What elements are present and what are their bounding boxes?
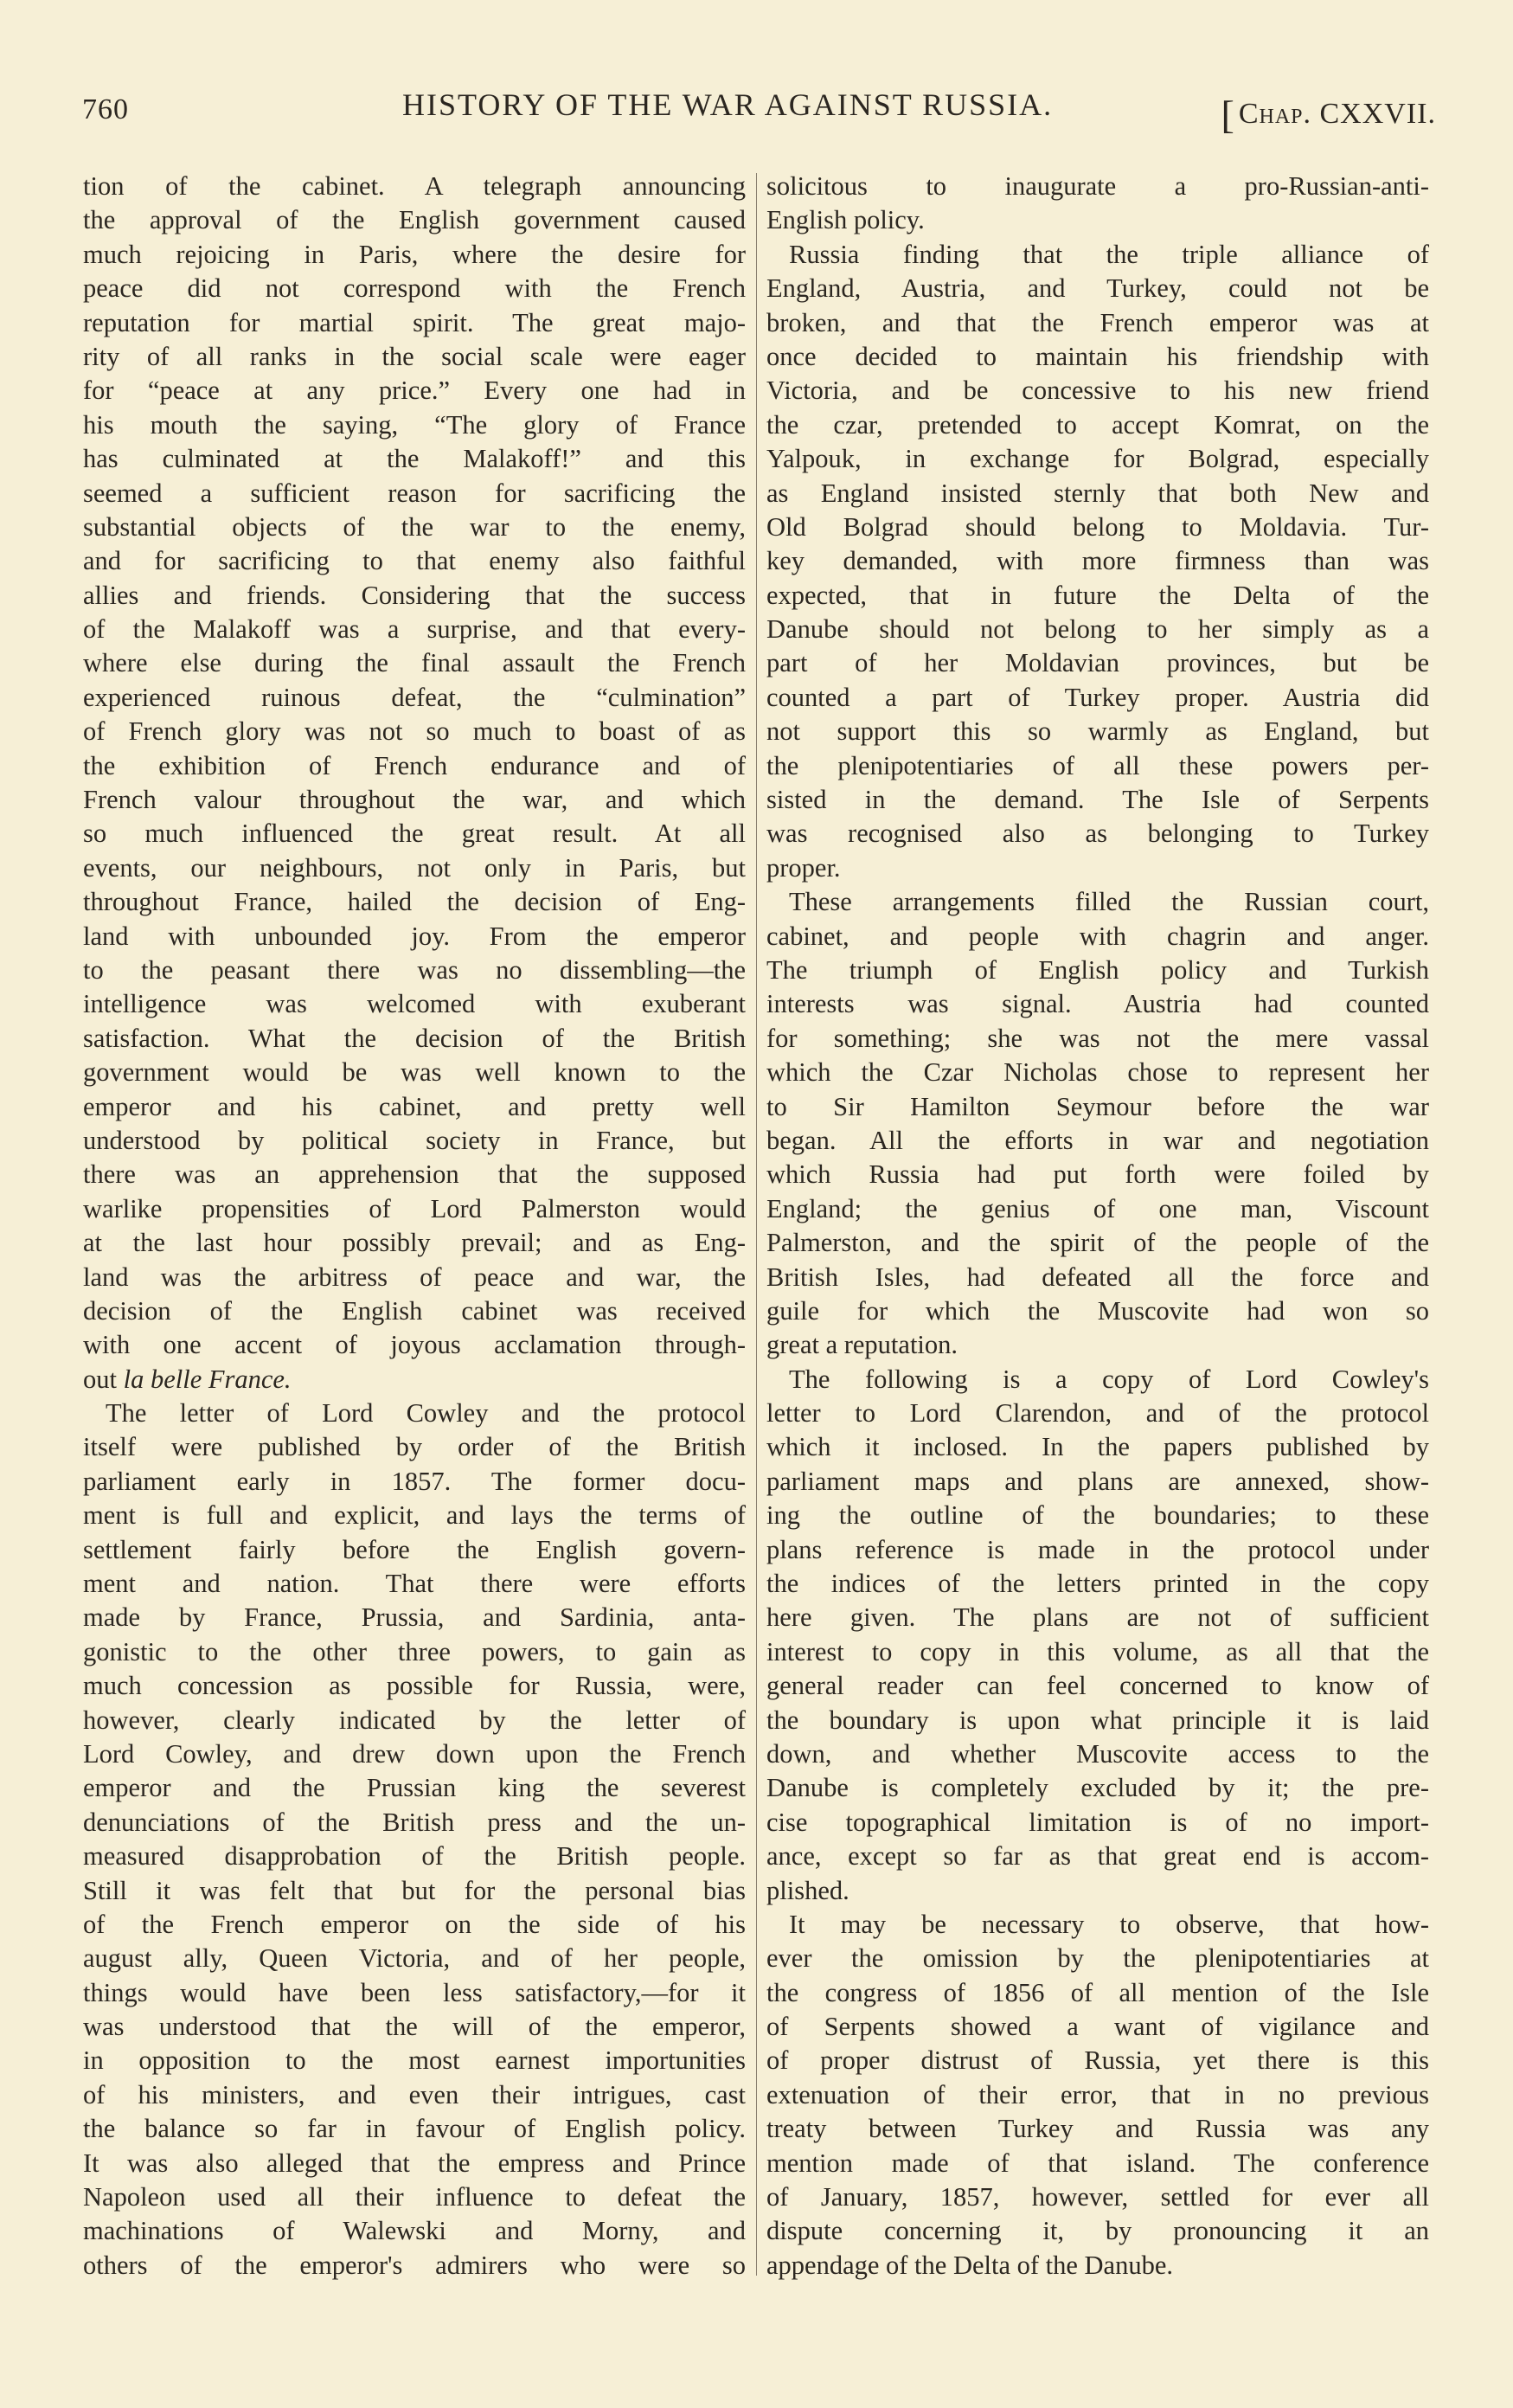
text-line: the balance so far in favour of English policy. [83,2114,746,2144]
text-line: the czar, pretended to accept Komrat, on the [766,409,1429,440]
text-line: which it inclosed. In the papers published by [766,1432,1429,1462]
text-line: out la belle France. [83,1364,292,1394]
text-line: Palmerston, and the spirit of the people of the [766,1228,1429,1258]
text-line: Russia finding that the triple alliance of [789,239,1429,269]
text-line: the indices of the letters printed in the copy [766,1569,1429,1599]
text-line: parliament early in 1857. The former docu- [83,1466,746,1496]
text-line: not support this so warmly as England, but [766,716,1429,747]
paragraph [766,238,1429,885]
text-line: treaty between Turkey and Russia was any [766,2114,1429,2144]
text-line: ment and nation. That there were efforts [83,1569,746,1599]
left-column [83,170,746,2283]
text-line: the plenipotentiaries of all these powers per- [766,750,1429,780]
text-line: interests was signal. Austria had counted [766,989,1429,1019]
text-line: Danube should not belong to her simply as a [766,614,1429,645]
text-line: denunciations of the British press and the un- [83,1807,746,1837]
text-line: England; the genius of one man, Viscount [766,1193,1429,1223]
text-line: of proper distrust of Russia, yet there is this [766,2045,1429,2076]
text-line: expected, that in future the Delta of the [766,580,1429,610]
text-line: Napoleon used all their influence to defeat the [83,2182,746,2212]
text-line: events, our neighbours, not only in Paris, but [83,852,746,883]
text-line: parliament maps and plans are annexed, show- [766,1466,1429,1496]
text-line: of Serpents showed a want of vigilance and [766,2012,1429,2042]
text-line: to Sir Hamilton Seymour before the war [766,1091,1429,1121]
text-line: key demanded, with more firmness than was [766,546,1429,576]
chapter-bracket: [ [1221,93,1235,137]
text-line: seemed a sufficient reason for sacrificing the [83,478,746,508]
text-line: intelligence was welcomed with exuberant [83,989,746,1019]
text-line: and for sacrificing to that enemy also faithful [83,546,746,576]
text-line: proper. [766,852,841,883]
italic-phrase: la belle France. [123,1364,292,1394]
text-line: French valour throughout the war, and which [83,785,746,815]
text-line: the boundary is upon what principle it is laid [766,1705,1429,1735]
text-line: others of the emperor's admirers who were so [83,2250,746,2280]
text-line: tion of the cabinet. A telegraph announcing [83,171,746,201]
text-line: guile for which the Muscovite had won so [766,1295,1429,1326]
text-line: emperor and the Prussian king the severest [83,1773,746,1803]
text-line: machinations of Walewski and Morny, and [83,2216,746,2246]
running-title: HISTORY OF THE WAR AGAINST RUSSIA. [402,87,1054,122]
text-line: mention made of that island. The conference [766,2148,1429,2178]
text-line: was understood that the will of the emperor, [83,2012,746,2042]
page-number: 760 [82,93,129,125]
text-line: ever the omission by the plenipotentiaries at [766,1943,1429,1974]
text-line: for “peace at any price.” Every one had in [83,376,746,406]
paragraph [766,885,1429,1362]
text-line: august ally, Queen Victoria, and of her people, [83,1943,746,1974]
paragraph [766,170,1429,238]
text-line: reputation for martial spirit. The great majo- [83,307,746,337]
text-line: ing the outline of the boundaries; to these [766,1500,1429,1531]
text-line: Old Bolgrad should belong to Moldavia. Tur- [766,511,1429,542]
running-header [82,87,1436,137]
text-line: which Russia had put forth were foiled by [766,1159,1429,1190]
text-line: Still it was felt that but for the personal bias [83,1875,746,1905]
text-line: experienced ruinous defeat, the “culmination” [83,682,746,712]
text-line: general reader can feel concerned to know of [766,1671,1429,1701]
text-line: Yalpouk, in exchange for Bolgrad, especially [766,444,1429,474]
text-line: The letter of Lord Cowley and the protocol [106,1398,746,1429]
text-line: as England insisted sternly that both New and [766,478,1429,508]
text-line: extenuation of their error, that in no previous [766,2079,1429,2109]
text-line: counted a part of Turkey proper. Austria did [766,682,1429,712]
text-line: has culminated at the Malakoff!” and this [83,444,746,474]
text-line: here given. The plans are not of sufficient [766,1602,1429,1633]
text-line: It may be necessary to observe, that how- [789,1909,1429,1939]
text-line: began. All the efforts in war and negotiation [766,1125,1429,1155]
text-line: dispute concerning it, by pronouncing it an [766,2216,1429,2246]
text-line: sisted in the demand. The Isle of Serpents [766,785,1429,815]
text-line: rity of all ranks in the social scale were eager [83,341,746,371]
text-line: throughout France, hailed the decision of Eng- [83,887,746,917]
text-line: so much influenced the great result. At all [83,819,746,849]
paragraph [766,1908,1429,2283]
text-line: part of her Moldavian provinces, but be [766,648,1429,678]
text-line: of the Malakoff was a surprise, and that every- [83,614,746,645]
text-line: where else during the final assault the French [83,648,746,678]
text-line: gonistic to the other three powers, to gain as [83,1636,746,1666]
text-line: however, clearly indicated by the letter of [83,1705,746,1735]
text-line: government would be was well known to the [83,1057,746,1088]
text-line: at the last hour possibly prevail; and as Eng- [83,1228,746,1258]
paragraph [83,170,746,1397]
text-line: Lord Cowley, and drew down upon the French [83,1738,746,1769]
chapter-number: Chap. CXXVII. [1238,98,1436,130]
text-line: England, Austria, and Turkey, could not be [766,273,1429,304]
text-line: satisfaction. What the decision of the British [83,1023,746,1053]
text-line: made by France, Prussia, and Sardinia, anta- [83,1602,746,1633]
text-line: The triumph of English policy and Turkish [766,954,1429,985]
text-line: much concession as possible for Russia, were, [83,1671,746,1701]
text-line: with one accent of joyous acclamation through- [83,1330,746,1360]
text-line: measured disapprobation of the British people. [83,1841,746,1872]
text-line: It was also alleged that the empress and Prince [83,2148,746,2178]
text-line: once decided to maintain his friendship with [766,341,1429,371]
text-line: itself were published by order of the British [83,1432,746,1462]
text-line: of the French emperor on the side of his [83,1909,746,1939]
text-line: land was the arbitress of peace and war, the [83,1262,746,1292]
text-line: substantial objects of the war to the enemy, [83,511,746,542]
text-line: Danube is completely excluded by it; the pre- [766,1773,1429,1803]
text-line: Victoria, and be concessive to his new friend [766,376,1429,406]
text-line: English policy. [766,205,925,235]
text-line: to the peasant there was no dissembling—the [83,954,746,985]
text-line: great a reputation. [766,1330,958,1360]
paragraph [766,1363,1429,1908]
text-line: of January, 1857, however, settled for ever all [766,2182,1429,2212]
text-line: land with unbounded joy. From the emperor [83,921,746,951]
text-line: down, and whether Muscovite access to the [766,1738,1429,1769]
text-line: interest to copy in this volume, as all that the [766,1636,1429,1666]
text-line: These arrangements filled the Russian court, [789,887,1429,917]
text-line: warlike propensities of Lord Palmerston would [83,1193,746,1223]
text-line: The following is a copy of Lord Cowley's [789,1364,1429,1394]
text-line: plished. [766,1875,849,1905]
text-line: British Isles, had defeated all the force and [766,1262,1429,1292]
text-line: emperor and his cabinet, and pretty well [83,1091,746,1121]
text-line: solicitous to inaugurate a pro-Russian-anti- [766,171,1429,201]
text-line: peace did not correspond with the French [83,273,746,304]
text-line: letter to Lord Clarendon, and of the protocol [766,1398,1429,1429]
text-line: things would have been less satisfactory,—for it [83,1977,746,2007]
text-line: of his ministers, and even their intrigues, cast [83,2079,746,2109]
text-line: in opposition to the most earnest importunities [83,2045,746,2076]
text-line: much rejoicing in Paris, where the desire for [83,239,746,269]
text-line: ment is full and explicit, and lays the terms of [83,1500,746,1531]
text-line: which the Czar Nicholas chose to represent her [766,1057,1429,1088]
text-line: broken, and that the French emperor was at [766,307,1429,337]
text-line: plans reference is made in the protocol under [766,1534,1429,1564]
text-line: his mouth the saying, “The glory of France [83,409,746,440]
text-line: the approval of the English government caused [83,205,746,235]
text-line: for something; she was not the mere vassal [766,1023,1429,1053]
text-line: the exhibition of French endurance and of [83,750,746,780]
paragraph [83,1397,746,2283]
chapter-label [1221,87,1436,137]
text-line: was recognised also as belonging to Turkey [766,819,1429,849]
right-column [766,170,1429,2283]
text-line: cise topographical limitation is of no import- [766,1807,1429,1837]
text-line: decision of the English cabinet was received [83,1295,746,1326]
text-line: of French glory was not so much to boast of as [83,716,746,747]
text-line: understood by political society in France, but [83,1125,746,1155]
text-line: settlement fairly before the English govern- [83,1534,746,1564]
text-line: cabinet, and people with chagrin and anger. [766,921,1429,951]
text-line: allies and friends. Considering that the success [83,580,746,610]
column-divider [756,173,757,2276]
text-line: there was an apprehension that the supposed [83,1159,746,1190]
text-line: appendage of the Delta of the Danube. [766,2250,1174,2280]
text-line: the congress of 1856 of all mention of the Isle [766,1977,1429,2007]
text-line: ance, except so far as that great end is accom- [766,1841,1429,1872]
